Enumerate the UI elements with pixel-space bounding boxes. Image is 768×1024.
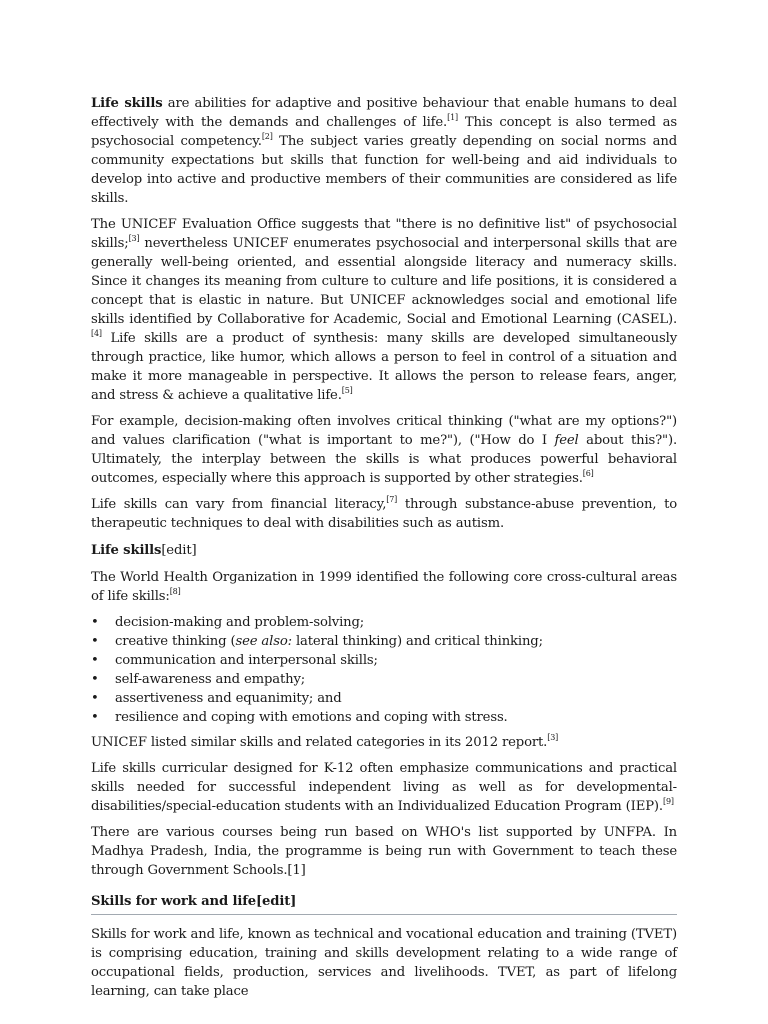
paragraph-tvet: Skills for work and life, known as technical and vocational education and training (TVET) is comprising education, training and skills development relating to a wide range of occupational fields, production, services and livelihoods. TVET, as part of lifelong learning, can take place	[91, 927, 677, 999]
core-skills-list	[91, 613, 677, 727]
article-body	[91, 94, 677, 1008]
list-item: • creative thinking (see also: lateral thinking) and critical thinking;	[91, 632, 677, 651]
paragraph-k12: Life skills curricular designed for K-12 often emphasize communications and practical skills needed for successful independent living as well as for developmental-disabilities/special-education students with an Individualized Education Program (IEP).[9]	[91, 761, 677, 814]
citation-3[interactable]: [3]	[128, 234, 140, 243]
list-item: • resilience and coping with emotions and coping with stress.	[91, 708, 677, 727]
paragraph-who: The World Health Organization in 1999 identified the following core cross-cultural areas of life skills:[8]	[91, 570, 677, 604]
citation-3b[interactable]: [3]	[547, 733, 559, 742]
paragraph-courses: There are various courses being run based on WHO's list supported by UNFPA. In Madhya Pradesh, India, the programme is being run with Government to teach these through Government Schools.[1]	[91, 825, 677, 878]
citation-1[interactable]: [1]	[447, 113, 458, 122]
paragraph-intro: Life skills are abilities for adaptive and positive behaviour that enable humans to deal effectively with the demands and challenges of life.[1] This concept is also termed as psychosocial competency.[2] The subject varies greatly depending on social norms and community expectations but skills that function for well-being and aid individuals to develop into active and productive members of their communities are considered as life skills.	[91, 96, 677, 206]
list-item: • communication and interpersonal skills;	[91, 651, 677, 670]
list-item: • decision-making and problem-solving;	[91, 613, 677, 632]
citation-5[interactable]: [5]	[341, 386, 353, 395]
citation-8[interactable]: [8]	[169, 587, 181, 596]
citation-7[interactable]: [7]	[386, 495, 398, 504]
heading-skills-work-life: Skills for work and life[edit]	[91, 892, 677, 915]
list-item: • assertiveness and equanimity; and	[91, 689, 677, 708]
heading-life-skills: Life skills[edit]	[91, 543, 197, 558]
citation-2[interactable]: [2]	[261, 132, 273, 141]
list-item: • self-awareness and empathy;	[91, 670, 677, 689]
citation-9[interactable]: [9]	[662, 797, 674, 806]
edit-link[interactable]: [edit]	[161, 543, 197, 558]
citation-6[interactable]: [6]	[582, 469, 594, 478]
term-life-skills: Life skills	[91, 96, 163, 111]
paragraph-financial: Life skills can vary from financial literacy,[7] through substance-abuse prevention, to therapeutic techniques to deal with disabilities such as autism.	[91, 495, 678, 531]
paragraph-unicef-report: UNICEF listed similar skills and related categories in its 2012 report.[3]	[91, 733, 559, 750]
citation-4[interactable]: [4]	[91, 329, 102, 338]
paragraph-example: For example, decision-making often involves critical thinking ("what are my options?") and values clarification ("what is important to me?"), ("How do I feel about this?"). Ultimately, the interplay between the skills is what produces powerful behavioral outcomes, especially where this approach is supported by other strategies.[6]	[91, 414, 678, 486]
paragraph-unicef: The UNICEF Evaluation Office suggests that "there is no definitive list" of psychosocial skills;[3] nevertheless UNICEF enumerates psychosocial and interpersonal skills that are generally well-being oriented, and essential alongside literacy and numeracy skills. Since it changes its meaning from culture to culture and life positions, it is considered a concept that is elastic in nature. But UNICEF acknowledges social and emotional life skills identified by Collaborative for Academic, Social and Emotional Learning (CASEL).[4] Life skills are a product of synthesis: many skills are developed simultaneously through practice, like humor, which allows a person to feel in control of a situation and make it more manageable in perspective. It allows the person to release fears, anger, and stress & achieve a qualitative life.[5]	[91, 217, 677, 403]
